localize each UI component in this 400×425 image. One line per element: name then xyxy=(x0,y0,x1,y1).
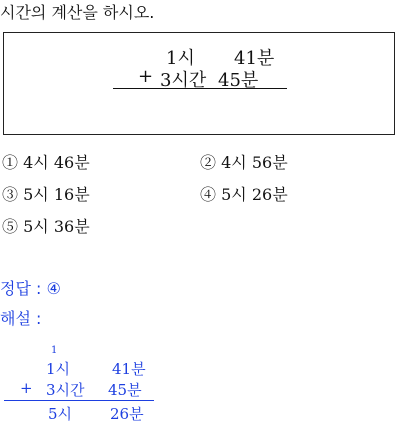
choice-4-number: ④ xyxy=(200,185,217,204)
answer-value: ④ xyxy=(46,279,61,298)
choice-2-number: ② xyxy=(200,153,217,172)
explanation-label: 해설 : xyxy=(0,309,42,328)
choice-4-text: 5시 26분 xyxy=(221,185,288,204)
answer-label: 정답 : xyxy=(0,279,42,298)
choice-3 xyxy=(2,182,90,205)
choice-1-text: 4시 46분 xyxy=(23,153,90,172)
choice-5-number: ⑤ xyxy=(2,217,19,236)
carry-digit: 1 xyxy=(51,345,58,356)
question-text: 시간의 계산을 하시오. xyxy=(0,3,155,22)
solution-plus-sign: + xyxy=(20,379,33,397)
solution-minute-2: 45분 xyxy=(108,381,142,399)
choice-1 xyxy=(2,150,90,173)
solution-hour-2: 3시간 xyxy=(46,381,85,399)
problem-sum-line xyxy=(113,88,287,89)
choice-5-text: 5시 36분 xyxy=(23,217,90,236)
problem-minute-1: 41분 xyxy=(234,48,275,69)
solution-minute-1: 41분 xyxy=(112,360,146,378)
problem-plus-sign: + xyxy=(138,66,154,87)
choice-2 xyxy=(200,150,288,173)
choice-4 xyxy=(200,182,288,205)
solution-result-hour: 5시 xyxy=(48,405,73,423)
solution-result-minute: 26분 xyxy=(110,405,144,423)
problem-minute-2: 45분 xyxy=(218,70,259,91)
choice-1-number: ① xyxy=(2,153,19,172)
choice-5 xyxy=(2,214,90,237)
choice-3-number: ③ xyxy=(2,185,19,204)
solution-hour-1: 1시 xyxy=(46,360,71,378)
choice-3-text: 5시 16분 xyxy=(23,185,90,204)
choice-2-text: 4시 56분 xyxy=(221,153,288,172)
problem-hour-1: 1시 xyxy=(166,48,195,69)
problem-hour-2: 3시간 xyxy=(160,70,207,91)
solution-sum-line xyxy=(4,400,154,401)
answer xyxy=(0,276,61,299)
